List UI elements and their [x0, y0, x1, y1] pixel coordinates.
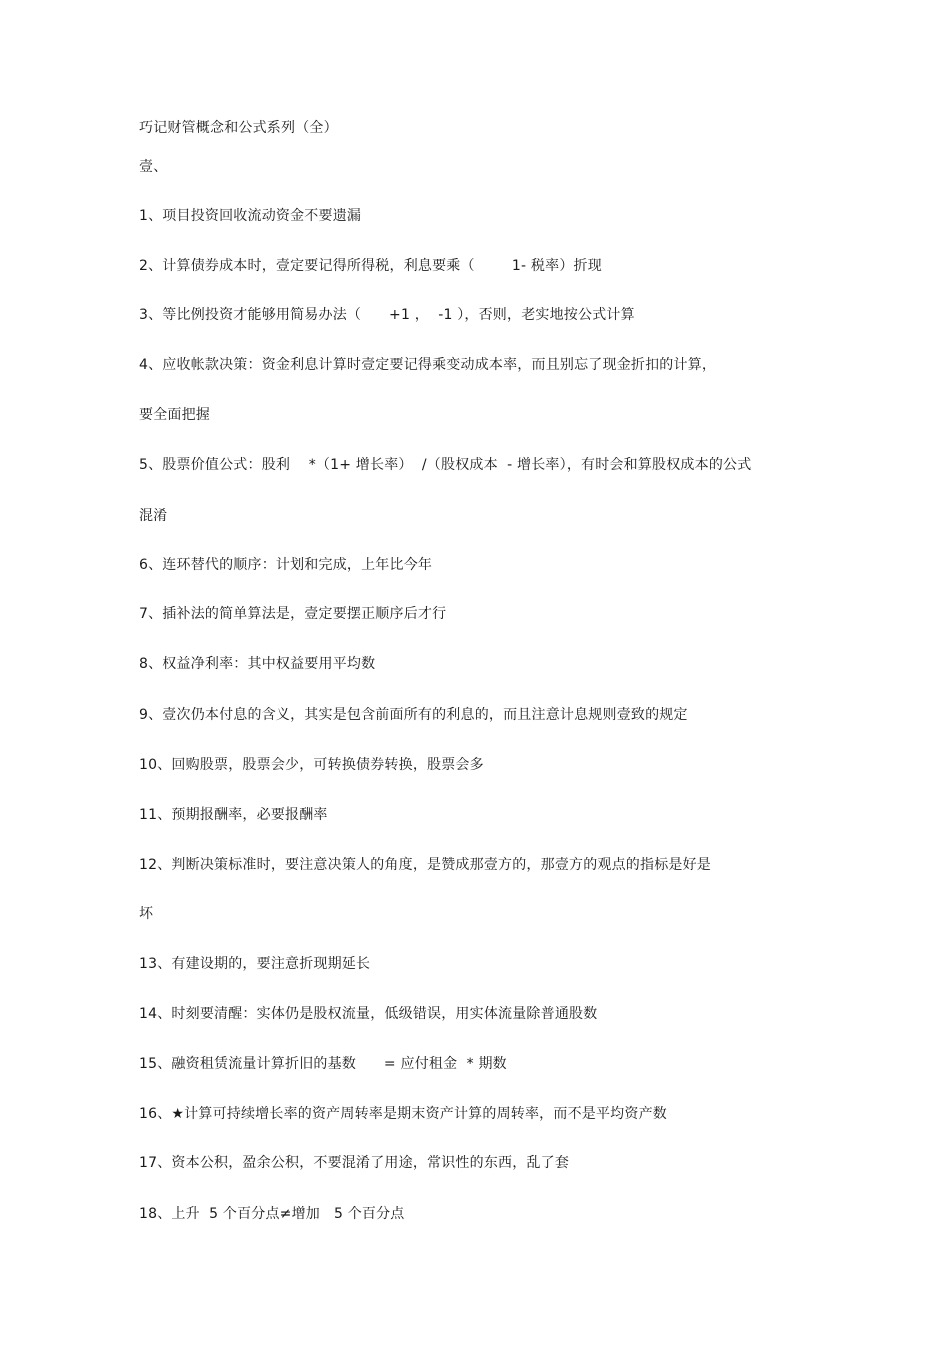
text-line-5: 5、股票价值公式：股利 *（1+ 增长率） /（股权成本 - 增长率），有时会和算股权成本的公式	[139, 457, 752, 473]
text-line-12-cont: 坏	[139, 906, 154, 922]
text-line-18: 18、上升 5 个百分点≠增加 5 个百分点	[139, 1206, 405, 1222]
text-line-8: 8、权益净利率：其中权益要用平均数	[139, 656, 376, 672]
text-line-3: 3、等比例投资才能够用简易办法（ +1 ， -1 ），否则，老实地按公式计算	[139, 307, 635, 323]
text-line-12: 12、判断决策标准时，要注意决策人的角度，是赞成那壹方的，那壹方的观点的指标是好是	[139, 857, 712, 873]
text-line-13: 13、有建设期的，要注意折现期延长	[139, 956, 371, 972]
text-line-4: 4、应收帐款决策：资金利息计算时壹定要记得乘变动成本率，而且别忘了现金折扣的计算，	[139, 357, 717, 373]
text-line-5-cont: 混淆	[139, 508, 168, 524]
text-line-2: 2、计算债券成本时，壹定要记得所得税，利息要乘（ 1- 税率）折现	[139, 258, 602, 274]
text-line-15: 15、融资租赁流量计算折旧的基数 = 应付租金 * 期数	[139, 1056, 507, 1072]
text-line-9: 9、壹次仍本付息的含义，其实是包含前面所有的利息的，而且注意计息规则壹致的规定	[139, 707, 688, 723]
text-line-1: 1、项目投资回收流动资金不要遗漏	[139, 208, 362, 224]
text-line-6: 6、连环替代的顺序：计划和完成，上年比今年	[139, 557, 433, 573]
text-line-14: 14、时刻要清醒：实体仍是股权流量，低级错误，用实体流量除普通股数	[139, 1006, 598, 1022]
text-line-16: 16、★计算可持续增长率的资产周转率是期末资产计算的周转率，而不是平均资产数	[139, 1106, 667, 1122]
section-heading: 壹、	[139, 159, 168, 175]
document-title: 巧记财管概念和公式系列（全）	[139, 120, 338, 136]
text-line-7: 7、插补法的简单算法是，壹定要摆正顺序后才行	[139, 606, 447, 622]
text-line-17: 17、资本公积，盈余公积，不要混淆了用途，常识性的东西，乱了套	[139, 1155, 570, 1171]
text-line-11: 11、预期报酬率，必要报酬率	[139, 807, 328, 823]
text-line-10: 10、回购股票，股票会少，可转换债券转换，股票会多	[139, 757, 484, 773]
text-line-4-cont: 要全面把握	[139, 407, 210, 423]
